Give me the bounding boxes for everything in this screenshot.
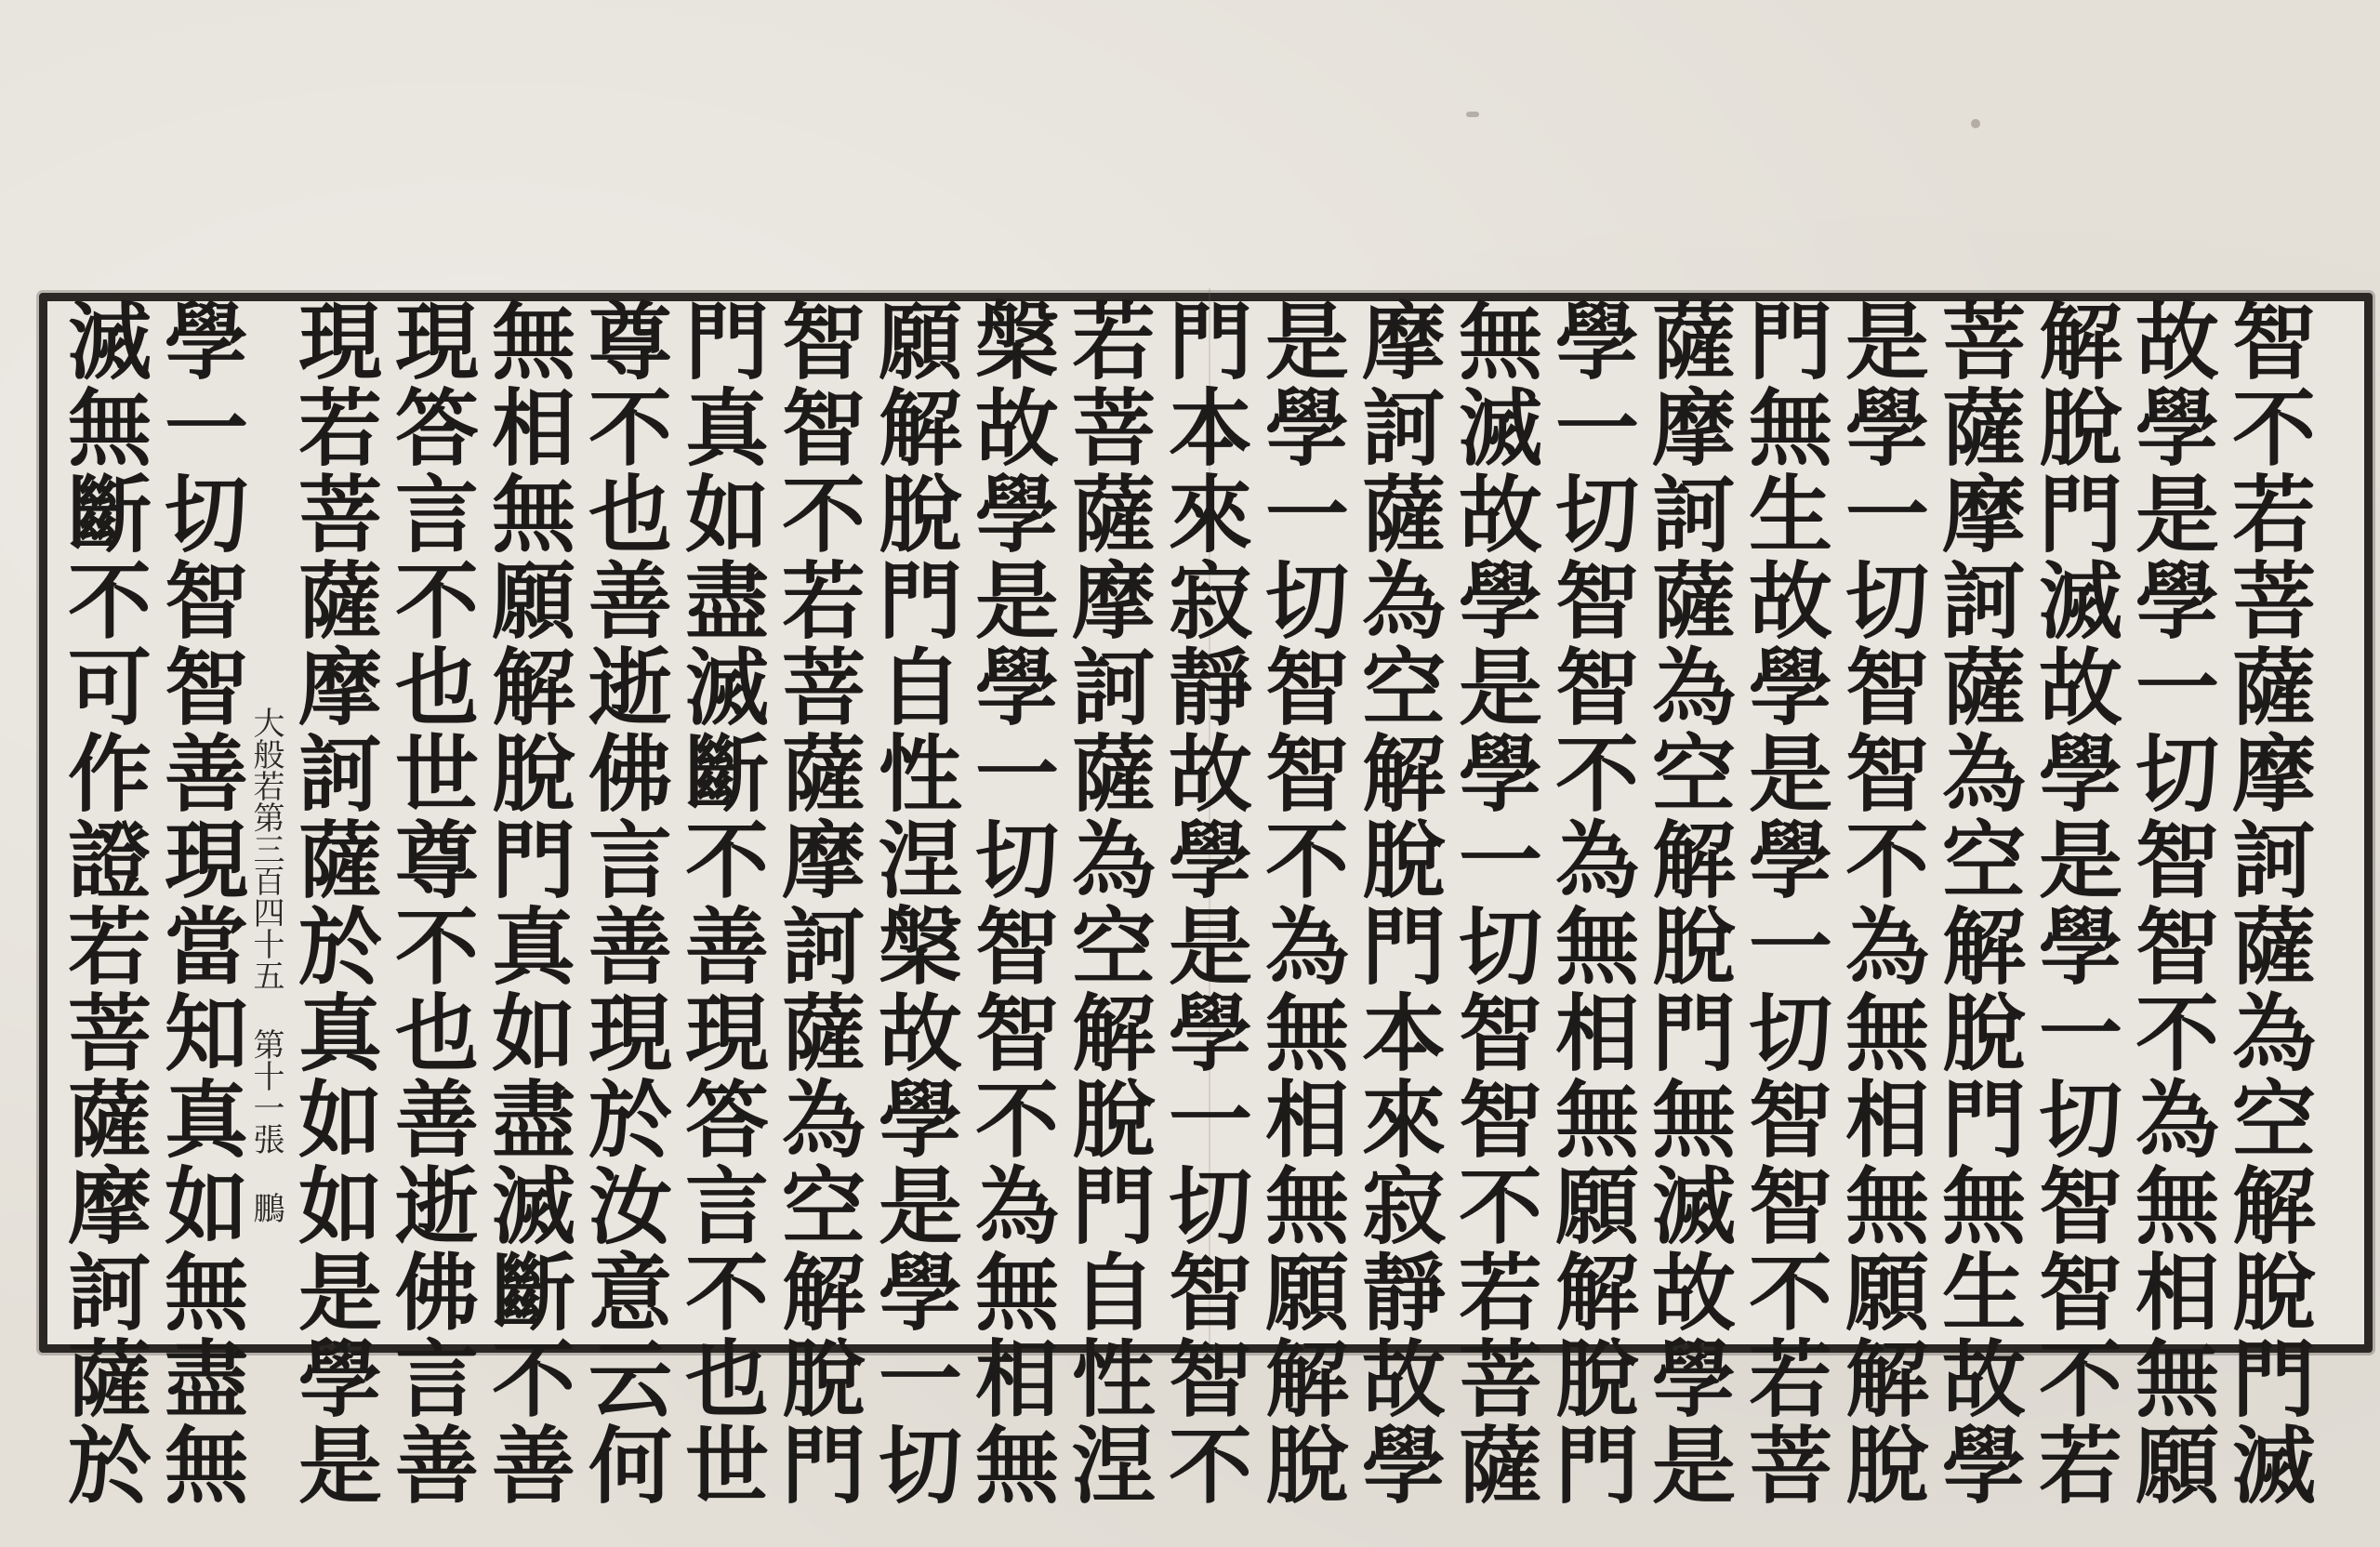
text-column-9: 無滅故學是學一切智智不若菩薩: [1444, 298, 1542, 1508]
text-column-20: 現答言不也世尊不也善逝佛言善: [380, 298, 479, 1508]
text-column-22: 學一切智智善現當知真如無盡無: [150, 298, 248, 1508]
text-column-19: 無相無願解脫門真如盡滅斷不善: [477, 298, 575, 1508]
text-column-16: 智智不若菩薩摩訶薩為空解脫門: [767, 298, 866, 1508]
text-columns: [53, 298, 2316, 1508]
text-column-12: 門本來寂靜故學是學一切智智不: [1154, 298, 1252, 1508]
text-column-3: 解脫門滅故學是學一切智智不若: [2024, 298, 2122, 1508]
text-column-15: 願解脫門自性涅槃故學是學一切: [864, 298, 962, 1508]
text-column-10: 摩訶薩為空解脫門本來寂靜故學: [1347, 298, 1446, 1508]
text-column-8: 學一切智智不為無相無願解脫門: [1540, 298, 1639, 1508]
text-column-21: 現若菩薩摩訶薩於真如如是學是: [284, 298, 382, 1508]
text-column-2: 故學是學一切智智不為無相無願: [2121, 298, 2219, 1508]
text-column-18: 尊不也善逝佛言善現於汝意云何: [574, 298, 672, 1508]
margin-note: 大般若第三百四十五 第十一張 鵬: [247, 707, 284, 1223]
text-column-11: 是學一切智智不為無相無願解脫: [1250, 298, 1349, 1508]
text-column-1: 智不若菩薩摩訶薩為空解脫門滅: [2217, 298, 2316, 1508]
text-column-4: 菩薩摩訶薩為空解脫門無生故學: [1927, 298, 2026, 1508]
ink-speck: [1466, 112, 1479, 117]
text-column-7: 薩摩訶薩為空解脫門無滅故學是: [1637, 298, 1736, 1508]
text-column-5: 是學一切智智不為無相無願解脫: [1831, 298, 1929, 1508]
text-column-13: 若菩薩摩訶薩為空解脫門自性涅: [1057, 298, 1156, 1508]
text-column-14: 槃故學是學一切智智不為無相無: [960, 298, 1059, 1508]
ink-speck: [1971, 119, 1980, 128]
text-column-23: 滅無斷不可作證若菩薩摩訶薩於: [53, 298, 152, 1508]
text-column-17: 門真如盡滅斷不善現答言不也世: [670, 298, 769, 1508]
text-column-6: 門無生故學是學一切智智不若菩: [1734, 298, 1832, 1508]
